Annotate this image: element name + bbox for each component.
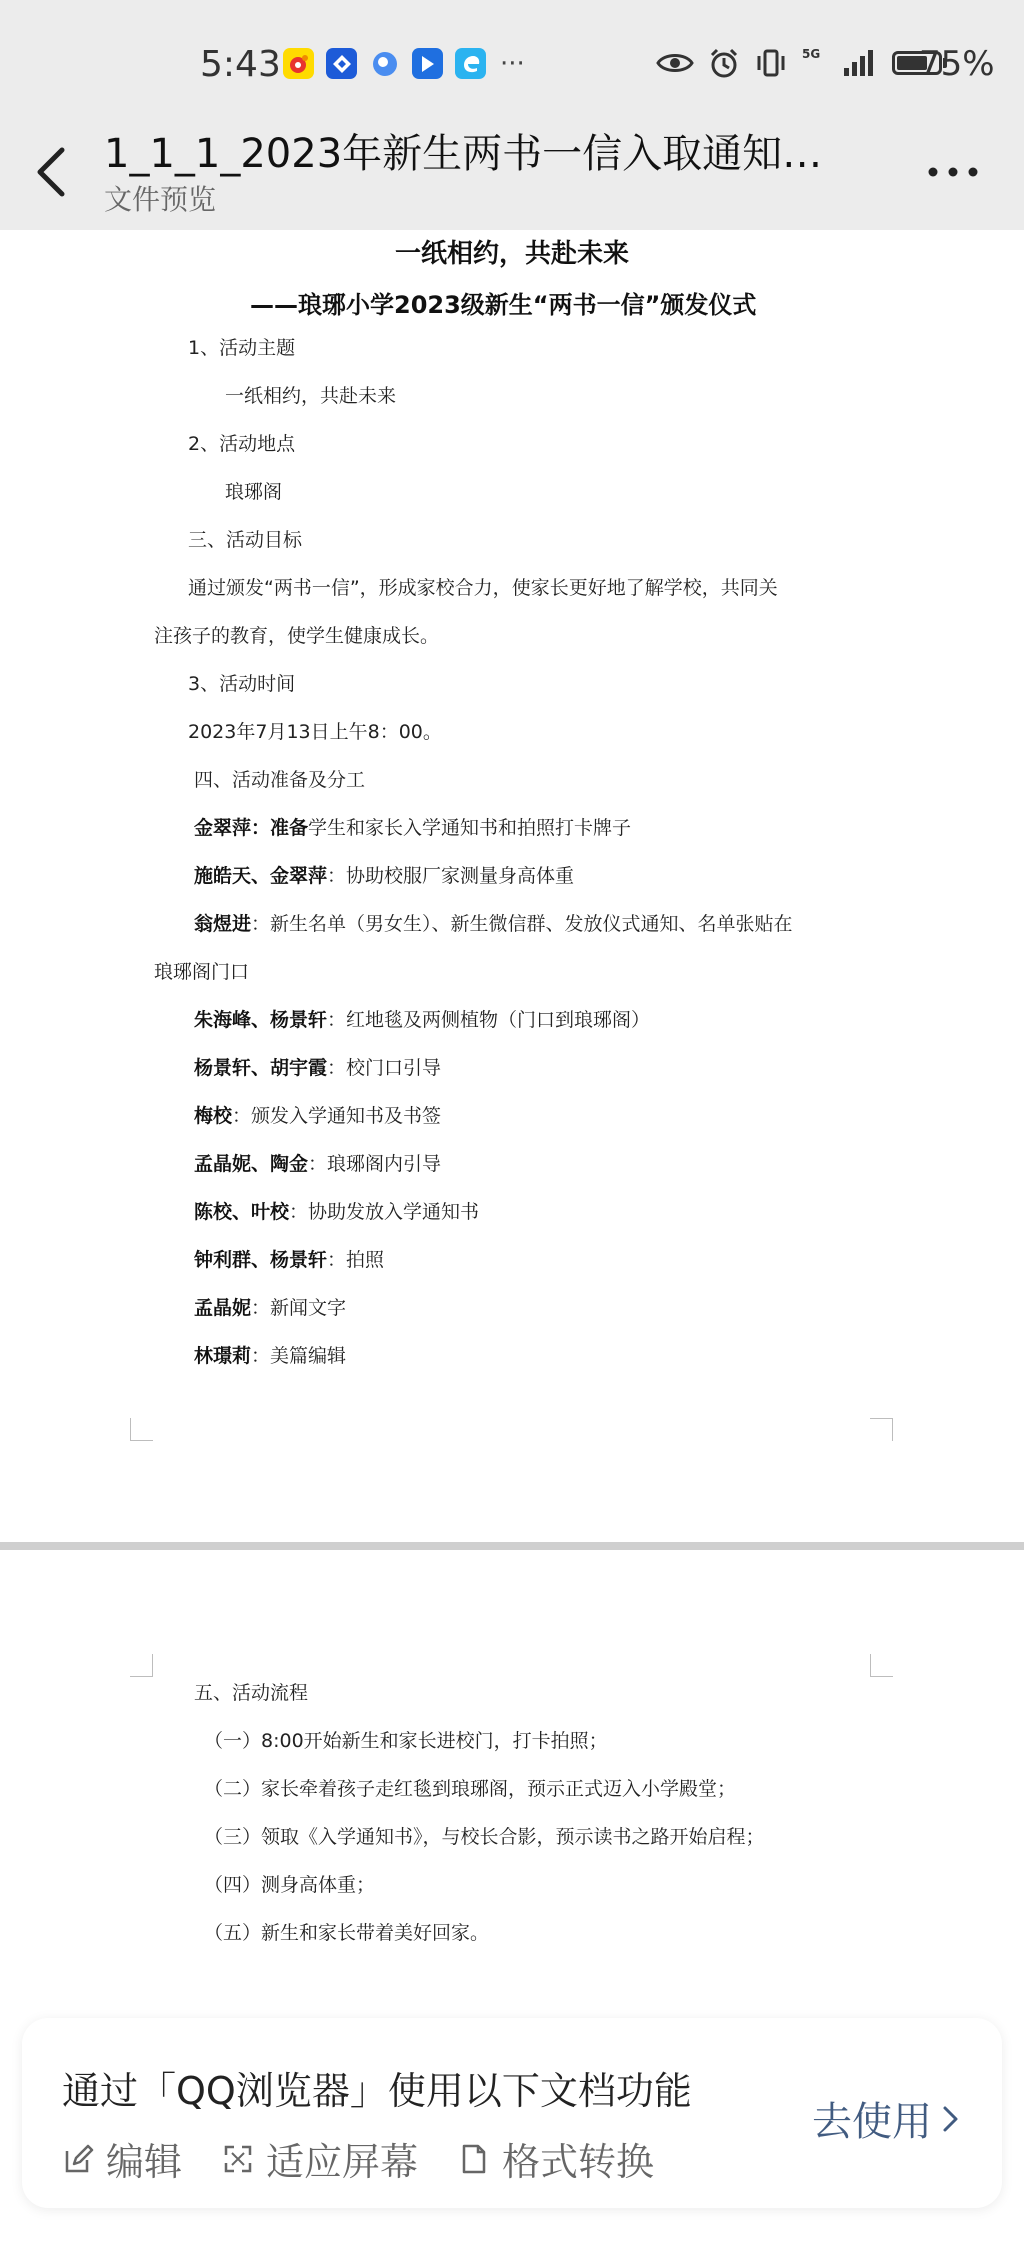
- document-line: [194, 909, 793, 936]
- line-text: 五、活动流程: [194, 1682, 309, 1704]
- use-button-label: 去使用: [812, 2099, 932, 2145]
- promo-title: 通过「QQ浏览器」使用以下文档功能: [62, 2069, 692, 2113]
- file-title: 1_1_1_2023年新生两书一信入取通知…: [104, 131, 823, 177]
- battery-percent: 75%: [919, 44, 995, 84]
- document-page-2-line: [204, 1726, 608, 1753]
- document-line: [194, 1341, 346, 1368]
- document-line: [194, 1197, 479, 1224]
- line-text: ：校门口引导: [327, 1057, 442, 1079]
- line-text: ：协助发放入学通知书: [289, 1201, 480, 1223]
- document-line: [225, 477, 282, 504]
- document-line: [194, 813, 631, 840]
- assignee-name: 陈校、叶校: [194, 1201, 290, 1223]
- blue-square-icon: [326, 48, 357, 79]
- document-icon: [458, 2143, 490, 2175]
- page-divider: [0, 1542, 1024, 1550]
- assignee-name: 杨景轩、胡宇霞: [194, 1057, 328, 1079]
- assignee-name: 孟晶妮: [194, 1297, 252, 1319]
- line-text: 琅琊阁: [225, 481, 283, 503]
- document-line: [194, 1005, 650, 1032]
- use-button[interactable]: [812, 2090, 960, 2147]
- document-line: [154, 621, 439, 648]
- promo-actions: [62, 2131, 694, 2186]
- line-text: 2023年7月13日上午8：00。: [188, 721, 442, 743]
- line-text: ：红地毯及两侧植物（门口到琅琊阁）: [327, 1009, 651, 1031]
- line-text: ：美篇编辑: [251, 1345, 347, 1367]
- line-text: ：新生名单（男女生）、新生微信群、发放仪式通知、名单张贴在: [251, 913, 793, 935]
- document-line: [194, 1149, 441, 1176]
- network-type: 5G: [802, 47, 821, 61]
- document-page-2-line: [204, 1870, 375, 1897]
- assignee-name: 孟晶妮、陶金: [194, 1153, 309, 1175]
- edge-icon: [455, 48, 486, 79]
- line-text: 通过颁发“两书一信”，形成家校合力，使家长更好地了解学校，共同关: [188, 577, 778, 599]
- document-line: [188, 669, 295, 696]
- flag-icon: [412, 48, 443, 79]
- page-corner-right: [870, 1418, 893, 1441]
- globe-icon: [369, 48, 400, 79]
- assignee-name: 钟利群、杨景轩: [194, 1249, 328, 1271]
- document-line: [188, 525, 302, 552]
- file-subtitle: 文件预览: [104, 183, 217, 216]
- vibrate-icon: [754, 48, 788, 78]
- format-convert-action[interactable]: [458, 2131, 654, 2186]
- document-subtitle: ——琅琊小学2023级新生“两书一信”颁发仪式: [250, 291, 757, 319]
- fit-screen-action[interactable]: [222, 2131, 418, 2186]
- line-text: （五）新生和家长带着美好回家。: [204, 1922, 490, 1944]
- edit-action[interactable]: [62, 2131, 182, 2186]
- toolbar: [0, 110, 1024, 230]
- back-icon[interactable]: [28, 142, 76, 202]
- line-text: （一）8:00开始新生和家长进校门，打卡拍照；: [204, 1730, 608, 1752]
- line-text: ：颁发入学通知书及书签: [232, 1105, 442, 1127]
- line-text: 学生和家长入学通知书和拍照打卡牌子: [308, 817, 632, 839]
- status-right-icons: [656, 47, 950, 79]
- edit-icon: [62, 2143, 94, 2175]
- line-text: 三、活动目标: [188, 529, 303, 551]
- line-text: （三）领取《入学通知书》，与校长合影，预示读书之路开始启程；: [204, 1826, 765, 1848]
- page-corner-left-bottom: [130, 1654, 153, 1677]
- document-line: [188, 333, 295, 360]
- line-text: （四）测身高体重；: [204, 1874, 376, 1896]
- fit-screen-icon: [222, 2143, 254, 2175]
- more-options-icon[interactable]: [926, 162, 980, 182]
- edit-label: 编辑: [106, 2140, 183, 2184]
- line-text: 四、活动准备及分工: [194, 769, 366, 791]
- line-text: 琅琊阁门口: [154, 961, 250, 983]
- assignee-name: 施皓天、金翠萍: [194, 865, 328, 887]
- status-time: 5:43: [200, 44, 281, 85]
- assignee-name: 金翠萍：准备: [194, 817, 309, 839]
- document-line: [154, 957, 249, 984]
- fit-screen-label: 适应屏幕: [266, 2140, 419, 2184]
- document-page-2-line: [204, 1822, 765, 1849]
- document-line: [225, 381, 396, 408]
- line-text: （二）家长牵着孩子走红毯到琅琊阁，预示正式迈入小学殿堂；: [204, 1778, 737, 1800]
- document-line: [188, 573, 778, 600]
- document-line: [188, 717, 442, 744]
- document-line: [194, 1293, 346, 1320]
- chevron-right-icon: [942, 2105, 960, 2133]
- line-text: 2、活动地点: [188, 433, 296, 455]
- page-corner-right-bottom: [870, 1654, 893, 1677]
- document-line: [188, 429, 295, 456]
- document-title: 一纸相约，共赴未来: [394, 239, 629, 269]
- line-text: ：琅琊阁内引导: [308, 1153, 442, 1175]
- document-line: [194, 1245, 384, 1272]
- assignee-name: 林璟莉: [194, 1345, 252, 1367]
- line-text: ：新闻文字: [251, 1297, 347, 1319]
- more-notifications-icon: ···: [500, 48, 525, 79]
- line-text: 一纸相约，共赴未来: [225, 385, 397, 407]
- document-line: [194, 1053, 441, 1080]
- page-corner-left: [130, 1418, 153, 1441]
- document-line: [194, 1101, 441, 1128]
- alarm-icon: [708, 47, 740, 79]
- document-page-2-line: [204, 1918, 489, 1945]
- format-convert-label: 格式转换: [502, 2140, 655, 2184]
- signal-icon: [842, 48, 878, 78]
- document-page-2-line: [204, 1774, 736, 1801]
- line-text: ：协助校服厂家测量身高体重: [327, 865, 575, 887]
- line-text: 注孩子的教育，使学生健康成长。: [154, 625, 440, 647]
- document-page-1: [0, 230, 1024, 1542]
- assignee-name: 朱海峰、杨景轩: [194, 1009, 328, 1031]
- document-line: [194, 765, 365, 792]
- assignee-name: 翁煜进: [194, 913, 252, 935]
- assignee-name: 梅校: [194, 1105, 233, 1127]
- line-text: 3、活动时间: [188, 673, 296, 695]
- status-app-icons: [283, 48, 525, 79]
- qq-browser-promo-card: [22, 2018, 1002, 2208]
- weibo-icon: [283, 48, 314, 79]
- document-line: [194, 861, 574, 888]
- eye-icon: [656, 51, 694, 75]
- line-text: ：拍照: [327, 1249, 385, 1271]
- document-page-2-line: [194, 1678, 308, 1705]
- line-text: 1、活动主题: [188, 337, 296, 359]
